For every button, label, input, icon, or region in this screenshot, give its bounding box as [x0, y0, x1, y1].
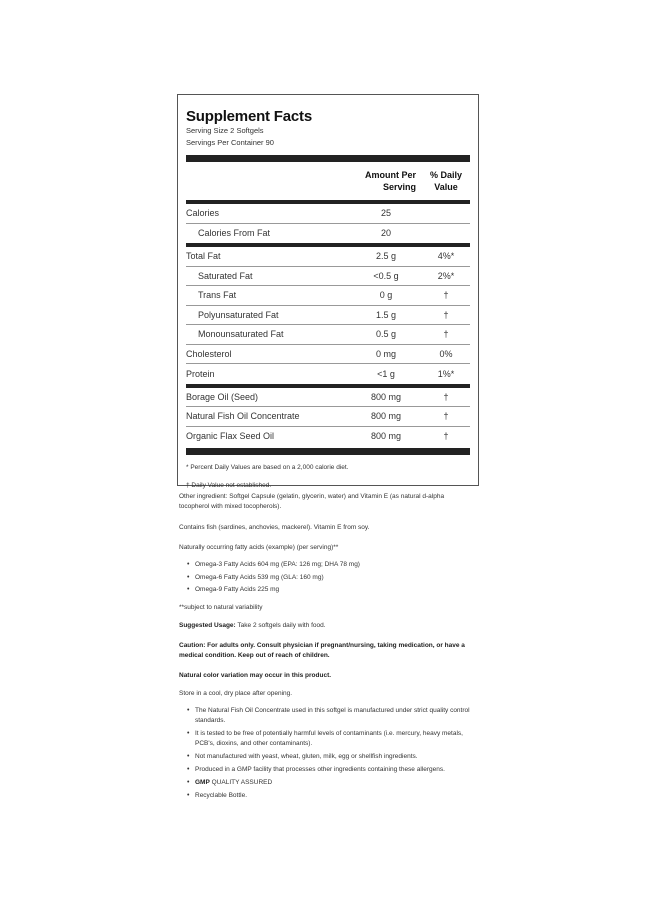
facts-title: Supplement Facts	[186, 108, 312, 125]
list-item: • Omega-6 Fatty Acids 539 mg (GLA: 160 mg)	[179, 573, 474, 583]
nutrient-dv: 1%*	[437, 368, 455, 379]
ingredient-name: Organic Flax Seed Oil	[186, 431, 275, 442]
ingredient-amount: 800 mg	[370, 411, 402, 422]
ingredient-row	[186, 407, 470, 427]
ingredient-amount: 800 mg	[370, 391, 402, 402]
other-ingredients: Other ingredient: Softgel Capsule (gelatin, glycerin, water) and Vitamin E (as natural d-alpha tocopherol with mixed tocopherols).	[179, 493, 445, 510]
daily-value-header: % Daily Value	[429, 170, 462, 192]
supplement-facts-panel	[177, 94, 479, 489]
list-item: • Not manufactured with yeast, wheat, gluten, milk, egg or shellfish ingredients.	[179, 752, 474, 762]
suggested-usage	[179, 621, 474, 631]
list-item: • The Natural Fish Oil Concentrate used in this softgel is manufactured under strict quality control standards.	[179, 706, 474, 726]
nutrient-amount: 25	[380, 208, 391, 219]
nutrient-name: Trans Fat	[198, 290, 237, 301]
usage-label: Suggested Usage:	[179, 622, 236, 629]
quality-points-list	[179, 706, 474, 801]
nutrient-name: Calories From Fat	[198, 228, 271, 239]
nutrient-row	[186, 286, 470, 306]
footnote-dagger: † Daily Value not established.	[186, 482, 272, 489]
nutrient-row	[186, 306, 470, 326]
serving-size: Serving Size 2 Softgels	[186, 126, 264, 135]
nutrient-dv: 2%*	[437, 270, 455, 281]
nutrient-rows	[186, 247, 470, 384]
divider-bottom	[186, 448, 470, 455]
storage-instructions: Store in a cool, dry place after opening.	[179, 690, 293, 697]
nutrient-row	[186, 247, 470, 267]
list-item: • Produced in a GMP facility that processes other ingredients containing these allergens.	[179, 765, 474, 775]
nutrient-amount: <1 g	[377, 368, 395, 379]
nutrient-row	[186, 267, 470, 287]
nutrient-dv: 4%*	[437, 251, 455, 262]
nutrient-name: Polyunsaturated Fat	[198, 309, 279, 320]
list-item: • It is tested to be free of potentially harmful levels of contaminants (i.e. mercury, heavy metals, PCB's, dioxins, and other contaminants).	[179, 729, 474, 749]
nutrient-row	[186, 325, 470, 345]
fatty-acids-list	[179, 560, 474, 595]
nutrient-name: Total Fat	[186, 251, 221, 262]
servings-per-container: Servings Per Container 90	[186, 138, 274, 147]
nutrient-name: Protein	[186, 368, 215, 379]
nutrient-dv: †	[443, 290, 449, 301]
nutrient-dv: †	[443, 329, 449, 340]
ingredient-row	[186, 427, 470, 447]
facts-column-header	[186, 162, 470, 200]
variability-note: **subject to natural variability	[179, 604, 263, 611]
ingredient-dv: †	[443, 431, 449, 442]
color-variation-note: Natural color variation may occur in this product.	[179, 672, 332, 679]
nutrient-row	[186, 224, 470, 244]
nutrient-amount: 0.5 g	[375, 329, 397, 340]
usage-text: Take 2 softgels daily with food.	[235, 622, 326, 629]
nutrient-row	[186, 345, 470, 365]
ingredient-rows	[186, 388, 470, 447]
nutrient-row	[186, 364, 470, 384]
list-item: • Omega-3 Fatty Acids 604 mg (EPA: 126 mg; DHA 78 mg)	[179, 560, 474, 570]
fatty-acids-intro: Naturally occurring fatty acids (example) (per serving)**	[179, 544, 339, 551]
list-item: • Omega-9 Fatty Acids 225 mg	[179, 585, 474, 595]
nutrient-amount: 0 g	[379, 290, 393, 301]
nutrient-name: Saturated Fat	[198, 270, 253, 281]
nutrient-name: Cholesterol	[186, 348, 232, 359]
nutrient-dv: †	[443, 309, 449, 320]
list-item	[179, 778, 474, 788]
nutrient-dv: 0%	[439, 348, 453, 359]
nutrient-amount: <0.5 g	[373, 270, 399, 281]
footnote-percent-dv: * Percent Daily Values are based on a 2,000 calorie diet.	[186, 464, 349, 471]
ingredient-dv: †	[443, 391, 449, 402]
amount-per-serving-header: Amount Per Serving	[364, 170, 416, 192]
nutrient-amount: 20	[380, 228, 391, 239]
nutrient-amount: 1.5 g	[375, 309, 397, 320]
nutrient-name: Calories	[186, 208, 220, 219]
ingredient-name: Natural Fish Oil Concentrate	[186, 411, 300, 422]
nutrient-amount: 0 mg	[375, 348, 396, 359]
caution-warning: Caution: For adults only. Consult physician if pregnant/nursing, taking medication, or have a medical condition. Keep out of reach of children.	[179, 642, 465, 659]
ingredient-amount: 800 mg	[370, 431, 402, 442]
nutrient-name: Monounsaturated Fat	[198, 329, 284, 340]
gmp-text: QUALITY ASSURED	[209, 779, 273, 786]
calorie-rows	[186, 204, 470, 243]
nutrient-amount: 2.5 g	[375, 251, 397, 262]
ingredient-name: Borage Oil (Seed)	[186, 391, 259, 402]
ingredient-dv: †	[443, 411, 449, 422]
ingredient-row	[186, 388, 470, 408]
list-item: • Recyclable Bottle.	[179, 791, 474, 801]
allergen-contains: Contains fish (sardines, anchovies, mackerel). Vitamin E from soy.	[179, 524, 370, 531]
gmp-label: GMP	[195, 779, 210, 786]
nutrient-row	[186, 204, 470, 224]
divider-thick	[186, 155, 470, 162]
